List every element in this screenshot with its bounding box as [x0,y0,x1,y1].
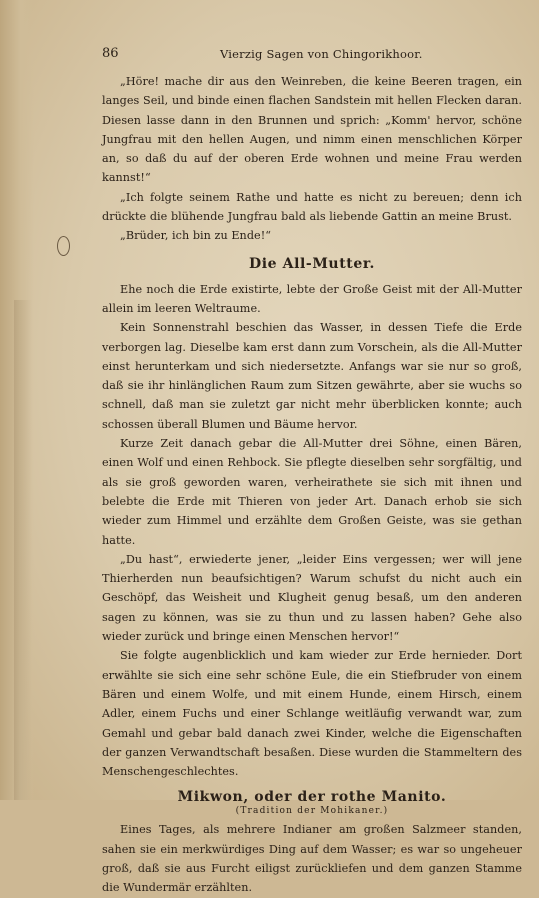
paragraph: Sie folgte augenblicklich und kam wieder zur Erde hernieder. Dort erwählte sie sich eine sehr schöne Eule, die ein Stiefbruder von einem Bären und einem Wolfe, und mit einem Hunde, einem Hirsch, einem Adler, einem Fuchs und einer Schlange weitläufig verwandt war, zum Gemahl und gebar bald danach zwei Kinder, welche die Eigenschaften der ganzen Verwandtschaft besaßen. Diese wurden die Stammeltern des Menschengeschlechtes. [102,649,522,779]
paragraph: „Du hast“, erwiederte jener, „leider Eins vergessen; wer will jene Thierherden nun beaufsichtigen? Warum schufst du nicht auch ein Geschöpf, das Weisheit und Klugheit genug besaß, um den anderen sagen zu können, was sie zu thun und zu lassen haben? Gehe also wieder zurück und bringe einen Menschen hervor!“ [102,552,522,644]
section-subheading: (Tradition der Mohikaner.) [235,806,389,817]
section-story-ending [102,72,522,246]
running-head: Vierzig Sagen von Chingorikhoor. [220,47,423,61]
paragraph: Eines Tages, als mehrere Indianer am großen Salzmeer standen, sahen sie ein merkwürdiges Ding auf dem Wasser; es war so ungeheuer groß, daß sie aus Furcht eiligst zurückliefen und dem ganzen Stamme die Wundermär erzählten. [102,823,522,895]
section-heading: Mikwon, oder der rothe Manito. [177,789,447,806]
paragraph: Kurze Zeit danach gebar die All-Mutter drei Söhne, einen Bären, einen Wolf und einen Rehbock. Sie pflegte dieselben sehr sorgfältig, und als sie groß geworden waren, verheirathete sie sich mit ihnen und belebte die Erde mit Thieren von jeder Art. Danach erhob sie sich wieder zum Himmel und erzählte dem Großen Geiste, was sie gethan hatte. [102,437,522,547]
section-mikwon [102,820,522,897]
paragraph: Kein Sonnenstrahl beschien das Wasser, in dessen Tiefe die Erde verborgen lag. Dieselbe kam erst dann zum Vorschein, als die All-Mutter einst herunterkam und sich niedersetzte. Anfangs war sie nur so groß, daß sie ihr hinlänglichen Raum zum Sitzen gewährte, aber sie wuchs so schnell, daß man sie zuletzt gar nicht mehr überblicken konnte; auch schossen überall Blumen und Bäume hervor. [102,321,522,431]
paragraph: Ehe noch die Erde existirte, lebte der Große Geist mit der All-Mutter allein im leeren Weltraume. [102,282,522,315]
text-column [102,46,522,898]
page-header [102,46,522,66]
paragraph: „Ich folgte seinem Rathe und hatte es nicht zu bereuen; denn ich drückte die blühende Jungfrau bald als liebende Gattin an meine Brust. [102,190,522,224]
page-fold-shadow [14,300,32,800]
punch-hole-mark [57,236,70,256]
section-heading: Die All-Mutter. [248,255,376,272]
section-all-mutter [102,280,522,782]
page-number: 86 [102,46,119,61]
paragraph: „Höre! mache dir aus den Weinreben, die keine Beeren tragen, ein langes Seil, und binde einen flachen Sandstein mit hellen Flecken daran. Diesen lasse dann in den Brunnen und sprich: „Komm' hervor, schöne Jungfrau mit den hellen Augen, und nimm einen menschlichen Körper an, so daß du auf der oberen Erde wohnen und meine Frau werden kannst!“ [102,75,522,185]
paragraph: „Brüder, ich bin zu Ende!“ [120,229,272,243]
